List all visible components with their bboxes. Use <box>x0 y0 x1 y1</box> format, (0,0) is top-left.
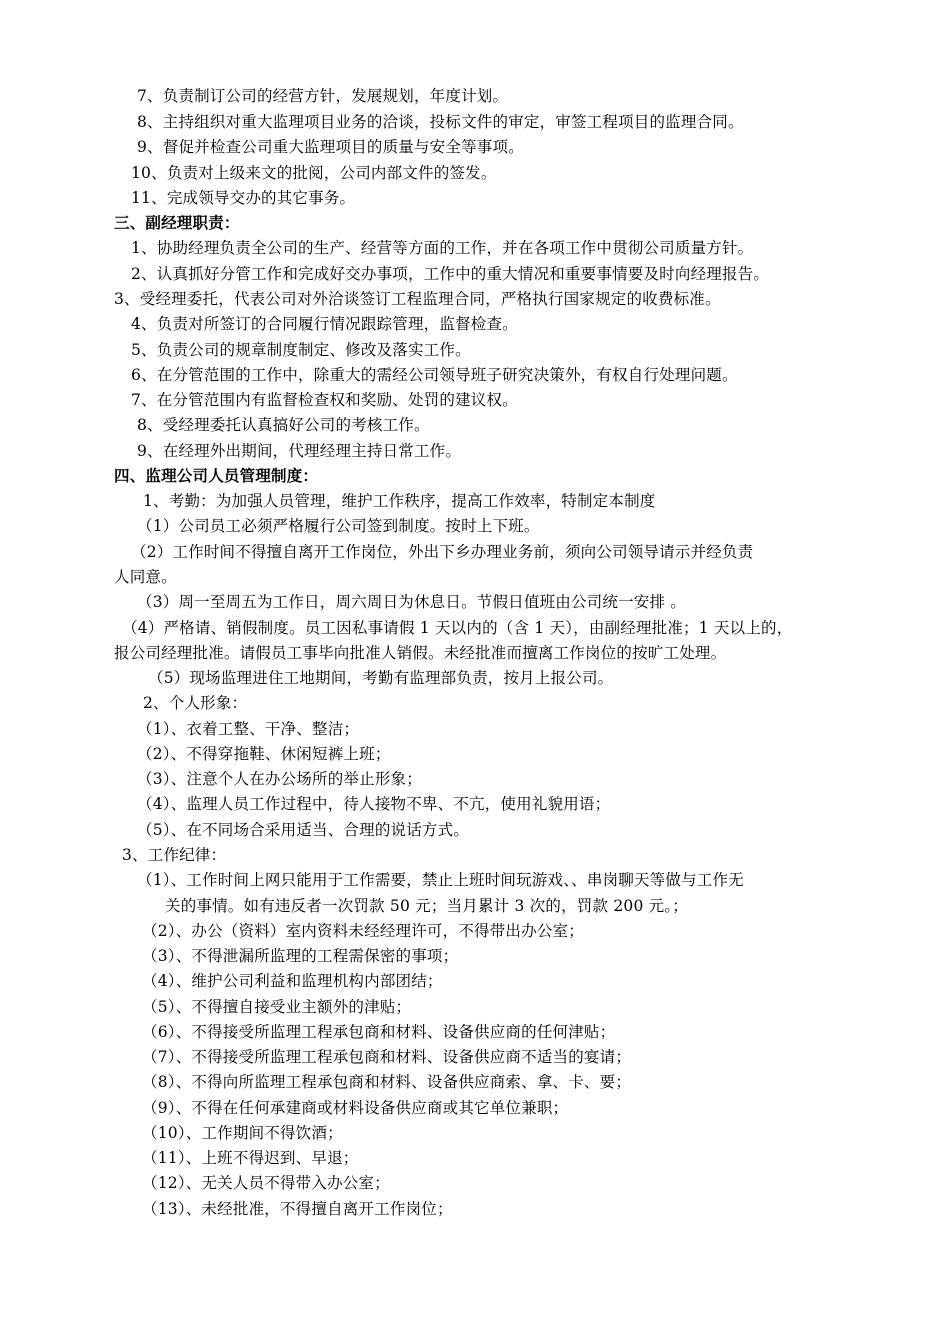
paragraph: 2、认真抓好分管工作和完成好交办事项，工作中的重大情况和重要事情要及时向经理报告。 <box>131 265 770 283</box>
list-item: （4）、维护公司利益和监理机构内部团结； <box>142 972 443 990</box>
paragraph: 5、负责公司的规章制度制定、修改及落实工作。 <box>131 341 471 359</box>
list-item: （2）、办公（资料）室内资料未经经理许可，不得带出办公室； <box>142 922 584 940</box>
paragraph: 9、在经理外出期间，代理经理主持日常工作。 <box>137 442 462 460</box>
paragraph: （4）严格请、销假制度。员工因私事请假 1 天以内的（含 1 天），由副经理批准；1 天以上的， <box>122 619 793 637</box>
list-item: （3）、不得泄漏所监理的工程需保密的事项； <box>142 947 459 965</box>
list-item: （5）、在不同场合采用适当、合理的说话方式。 <box>137 821 470 839</box>
list-item: （10）、工作期间不得饮酒； <box>142 1124 343 1142</box>
paragraph: 1、协助经理负责全公司的生产、经营等方面的工作，并在各项工作中贯彻公司质量方针。 <box>131 239 754 257</box>
list-item: （3）、注意个人在办公场所的举止形象； <box>137 770 422 788</box>
list-item: （1）、工作时间上网只能用于工作需要，禁止上班时间玩游戏、、串岗聊天等做与工作无 <box>137 871 744 889</box>
paragraph: （1）公司员工必须严格履行公司签到制度。按时上下班。 <box>137 517 540 535</box>
list-item: （11）、上班不得迟到、早退； <box>142 1149 359 1167</box>
list-item: （2）、不得穿拖鞋、休闲短裤上班； <box>137 745 391 763</box>
list-item: （9）、不得在任何承建商或材料设备供应商或其它单位兼职； <box>142 1099 569 1117</box>
list-item: 关的事情。如有违反者一次罚款 50 元；当月累计 3 次的，罚款 200 元。； <box>165 897 688 915</box>
subsection-title: 1、考勤：为加强人员管理，维护工作秩序，提高工作效率，特制定本制度 <box>143 492 656 510</box>
list-item: （7）、不得接受所监理工程承包商和材料、设备供应商不适当的宴请； <box>142 1048 632 1066</box>
subsection-title: 2、个人形象： <box>143 694 248 712</box>
paragraph: 人同意。 <box>114 568 177 586</box>
list-item: （5）、不得擅自接受业主额外的津贴； <box>142 998 412 1016</box>
paragraph: （3）周一至周五为工作日，周六周日为休息日。节假日值班由公司统一安排 。 <box>137 593 686 611</box>
list-item: （12）、无关人员不得带入办公室； <box>142 1174 390 1192</box>
list-item: （1）、衣着工整、干净、整洁； <box>137 720 360 738</box>
paragraph: 10、负责对上级来文的批阅，公司内部文件的签发。 <box>131 164 497 182</box>
paragraph: 8、受经理委托认真搞好公司的考核工作。 <box>137 416 430 434</box>
paragraph: 7、在分管范围内有监督检查权和奖励、处罚的建议权。 <box>131 391 518 409</box>
paragraph: 3、受经理委托，代表公司对外洽谈签订工程监理合同，严格执行国家规定的收费标准。 <box>114 290 721 308</box>
paragraph: 7、负责制订公司的经营方针，发展规划，年度计划。 <box>137 87 509 105</box>
paragraph: 6、在分管范围的工作中，除重大的需经公司领导班子研究决策外，有权自行处理问题。 <box>131 366 738 384</box>
list-item: （6）、不得接受所监理工程承包商和材料、设备供应商的任何津贴； <box>142 1023 616 1041</box>
list-item: （13）、未经批准，不得擅自离开工作岗位； <box>142 1200 453 1218</box>
section-heading: 三、副经理职责： <box>114 213 240 232</box>
paragraph: （2）工作时间不得擅自离开工作岗位，外出下乡办理业务前，须向公司领导请示并经负责 <box>131 543 754 561</box>
paragraph: 报公司经理批准。请假员工事毕向批准人销假。未经批准而擅离工作岗位的按旷工处理。 <box>114 644 727 662</box>
list-item: （4）、监理人员工作过程中，待人接物不卑、不亢，使用礼貌用语； <box>137 795 611 813</box>
paragraph: 4、负责对所签订的合同履行情况跟踪管理，监督检查。 <box>131 315 518 333</box>
paragraph: （5）现场监理进住工地期间，考勤有监理部负责，按月上报公司。 <box>148 669 614 687</box>
section-heading: 四、监理公司人员管理制度： <box>114 466 319 485</box>
subsection-title: 3、工作纪律： <box>122 846 227 864</box>
paragraph: 9、督促并检查公司重大监理项目的质量与安全等事项。 <box>137 138 524 156</box>
paragraph: 8、主持组织对重大监理项目业务的洽谈，投标文件的审定，审签工程项目的监理合同。 <box>137 113 744 131</box>
paragraph: 11、完成领导交办的其它事务。 <box>131 189 356 207</box>
list-item: （8）、不得向所监理工程承包商和材料、设备供应商索、拿、卡、要； <box>142 1073 632 1091</box>
